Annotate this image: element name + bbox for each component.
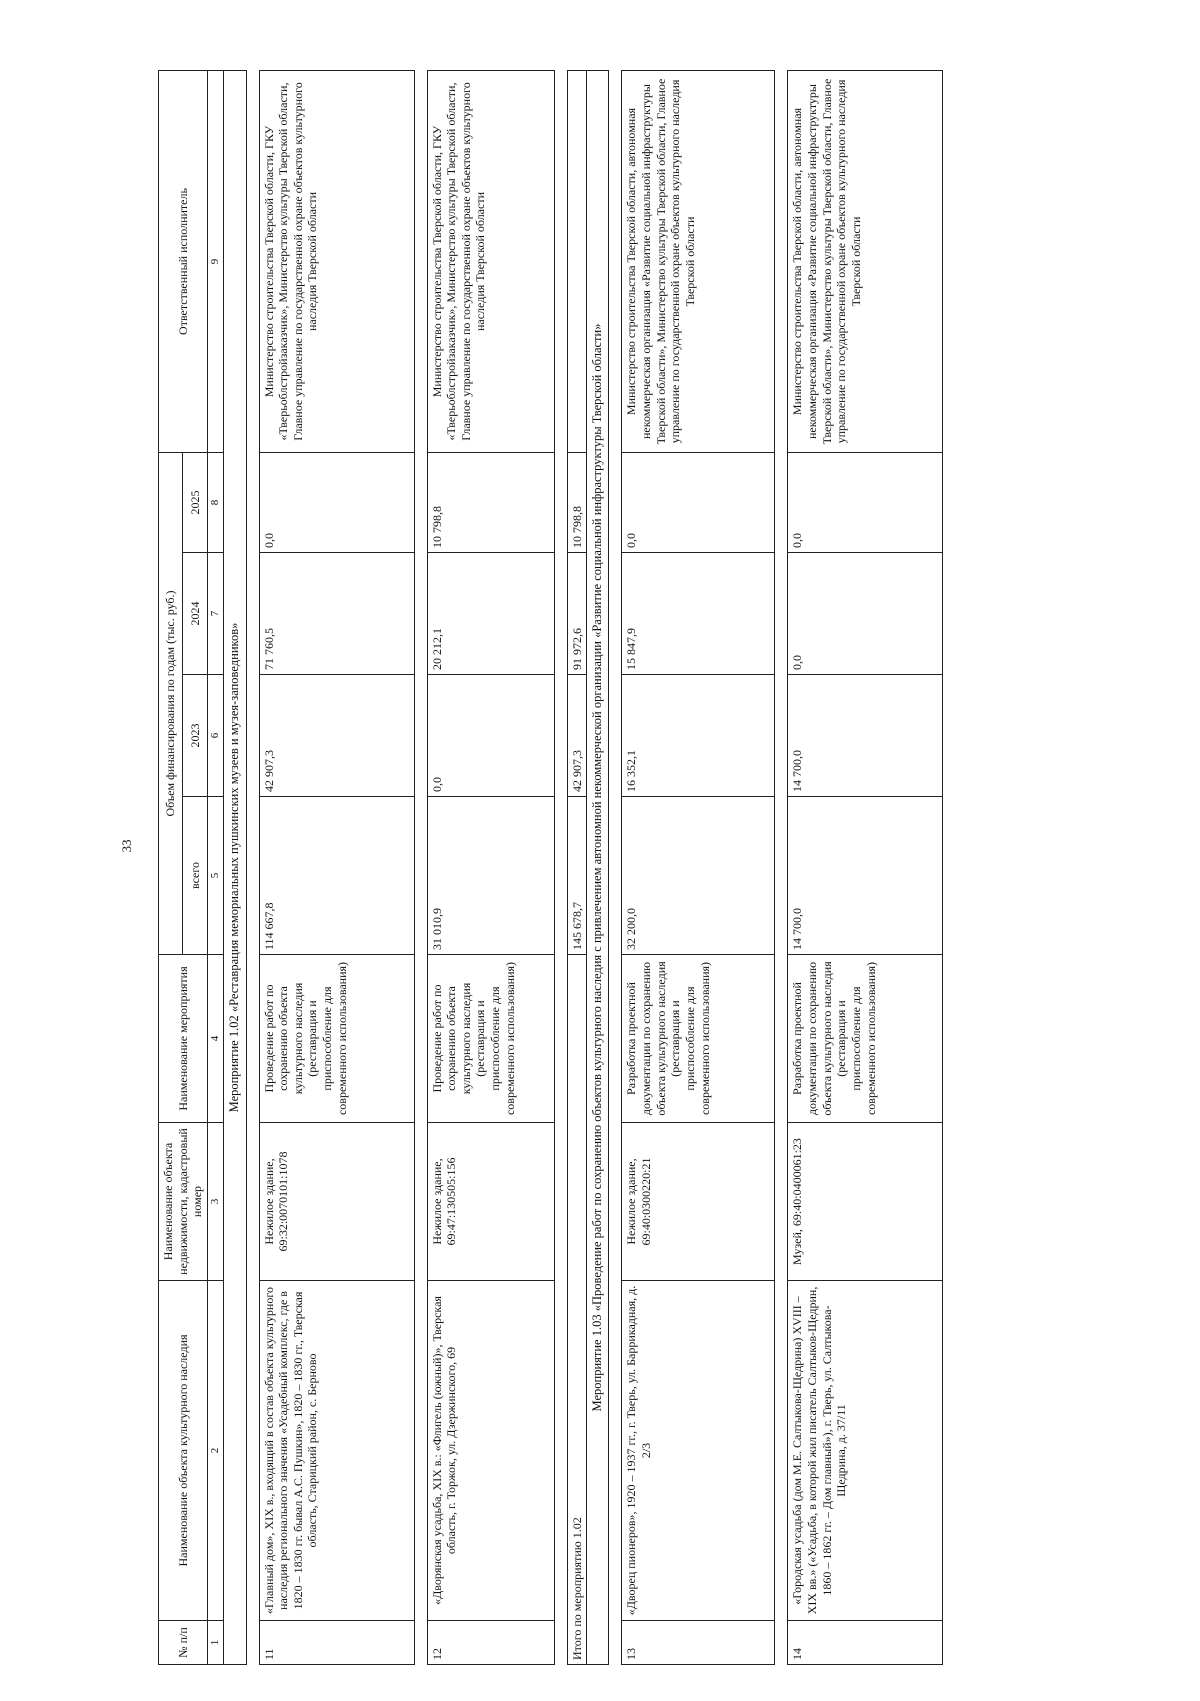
header-total: всего [183, 797, 207, 955]
spacer-row [554, 71, 567, 1665]
funding-2024: 71 760,5 [259, 553, 414, 675]
object-name: «Главный дом», XIX в., входящий в состав объекта культурного наследия регионального значения «Усадебный комплекс, где в 1820 – 1830 гг. бывал А.С. Пушкин», 1820 – 1830 гг., Тверская область, Старицкий район, с. Берново [259, 1281, 414, 1621]
table-row [622, 71, 775, 1665]
table-row [427, 71, 554, 1665]
table-row [788, 71, 943, 1665]
subtotal-2023: 42 907,3 [567, 675, 587, 797]
table-row [259, 71, 414, 1665]
row-number: 13 [622, 1621, 775, 1665]
funding-2024: 0,0 [788, 553, 943, 675]
funding-total: 31 010,9 [427, 797, 554, 955]
column-index-row [207, 71, 223, 1665]
subtotal-executor [567, 71, 587, 453]
funding-2023: 0,0 [427, 675, 554, 797]
column-index: 6 [207, 675, 223, 797]
funding-2025: 10 798,8 [427, 453, 554, 553]
rotated-table-area [158, 71, 1018, 1665]
funding-2023: 14 700,0 [788, 675, 943, 797]
column-index: 5 [207, 797, 223, 955]
event-name: Разработка проектной документации по сохранению объекта культурного наследия (реставрация и приспособление для современного использования) [622, 955, 775, 1123]
funding-total: 32 200,0 [622, 797, 775, 955]
object-name: «Городская усадьба (дом М.Е. Салтыкова-Щедрина) XVIII – XIX вв.» («Усадьба, в которой жил писатель Салтыков-Щедрин, 1860 – 1862 гг. – Дом главный»), г. Тверь, ул. Салтыкова-Щедрина, д. 37/11 [788, 1281, 943, 1621]
header-2024: 2024 [183, 553, 207, 675]
header-no: № п/п [159, 1621, 208, 1665]
subtotal-label: Итого по мероприятию 1.02 [567, 955, 587, 1665]
spacer-row [246, 71, 259, 1665]
row-number: 12 [427, 1621, 554, 1665]
spacer-row [609, 71, 622, 1665]
page-number: 33 [119, 839, 134, 853]
subtotal-2024: 91 972,6 [567, 553, 587, 675]
subtotal-row [567, 71, 587, 1665]
header-executor: Ответственный исполнитель [159, 71, 208, 453]
property-name: Нежилое здание, 69:47:130505:156 [427, 1123, 554, 1281]
executor: Министерство строительства Тверской области, автономная некоммерческая организация «Развитие социальной инфраструктуры Тверской области», Министерство культуры Тверской области, Главное управление по государственной охране объектов культурного наследия Тверской области [622, 71, 775, 453]
column-index: 2 [207, 1281, 223, 1621]
funding-2023: 16 352,1 [622, 675, 775, 797]
object-name: «Дворянская усадьба, XIX в.: «Флигель (южный)», Тверская область, г. Торжок, ул. Дзержинского, 69 [427, 1281, 554, 1621]
executor: Министерство строительства Тверской области, автономная некоммерческая организация «Развитие социальной инфраструктуры Тверской области», Министерство культуры Тверской области, Главное управление по государственной охране объектов культурного наследия Тверской области [788, 71, 943, 453]
column-index: 1 [207, 1621, 223, 1665]
section-heading-row [224, 71, 246, 1665]
row-number: 14 [788, 1621, 943, 1665]
column-index: 4 [207, 955, 223, 1123]
subtotal-2025: 10 798,8 [567, 453, 587, 553]
column-index: 7 [207, 553, 223, 675]
header-property: Наименование объекта недвижимости, кадастровый номер [159, 1123, 208, 1281]
funding-2024: 15 847,9 [622, 553, 775, 675]
header-2023: 2023 [183, 675, 207, 797]
funding-table [158, 70, 943, 1665]
subtotal-total: 145 678,7 [567, 797, 587, 955]
executor: Министерство строительства Тверской области, ГКУ «Тверьоблстройзаказчик», Министерство культуры Тверской области, Главное управление по государственной охране объектов культурного наследия Тверской области [427, 71, 554, 453]
funding-2025: 0,0 [259, 453, 414, 553]
spacer-row [414, 71, 427, 1665]
object-name: «Дворец пионеров», 1920 – 1937 гг., г. Тверь, ул. Баррикадная, д. 2/3 [622, 1281, 775, 1621]
header-event: Наименование мероприятия [159, 955, 208, 1123]
executor: Министерство строительства Тверской области, ГКУ «Тверьоблстройзаказчик», Министерство культуры Тверской области, Главное управление по государственной охране объектов культурного наследия Тверской области [259, 71, 414, 453]
funding-2025: 0,0 [622, 453, 775, 553]
property-name: Нежилое здание, 69:32:0070101:1078 [259, 1123, 414, 1281]
header-object: Наименование объекта культурного наследия [159, 1281, 208, 1621]
funding-total: 14 700,0 [788, 797, 943, 955]
section-heading: Мероприятие 1.02 «Реставрация мемориальных пушкинских музеев и музея-заповедников» [224, 71, 246, 1665]
event-name: Разработка проектной документации по сохранению объекта культурного наследия (реставрация и приспособление для современного использования) [788, 955, 943, 1123]
header-2025: 2025 [183, 453, 207, 553]
property-name: Музей, 69:40:0400061:23 [788, 1123, 943, 1281]
property-name: Нежилое здание, 69:40:0300220:21 [622, 1123, 775, 1281]
column-index: 8 [207, 453, 223, 553]
funding-2025: 0,0 [788, 453, 943, 553]
event-name: Проведение работ по сохранению объекта культурного наследия (реставрация и приспособление для современного использования) [259, 955, 414, 1123]
event-name: Проведение работ по сохранению объекта культурного наследия (реставрация и приспособление для современного использования) [427, 955, 554, 1123]
section-heading: Мероприятие 1.03 «Проведение работ по сохранению объектов культурного наследия с привлечением автономной некоммерческой организации «Развитие социальной инфраструктуры Тверской области» [587, 71, 609, 1665]
funding-2024: 20 212,1 [427, 553, 554, 675]
column-index: 9 [207, 71, 223, 453]
section-heading-row [587, 71, 609, 1665]
row-number: 11 [259, 1621, 414, 1665]
funding-2023: 42 907,3 [259, 675, 414, 797]
header-funding: Объем финансирования по годам (тыс. руб.) [159, 453, 183, 955]
funding-total: 114 667,8 [259, 797, 414, 955]
column-index: 3 [207, 1123, 223, 1281]
header-row [159, 71, 183, 1665]
spacer-row [775, 71, 788, 1665]
